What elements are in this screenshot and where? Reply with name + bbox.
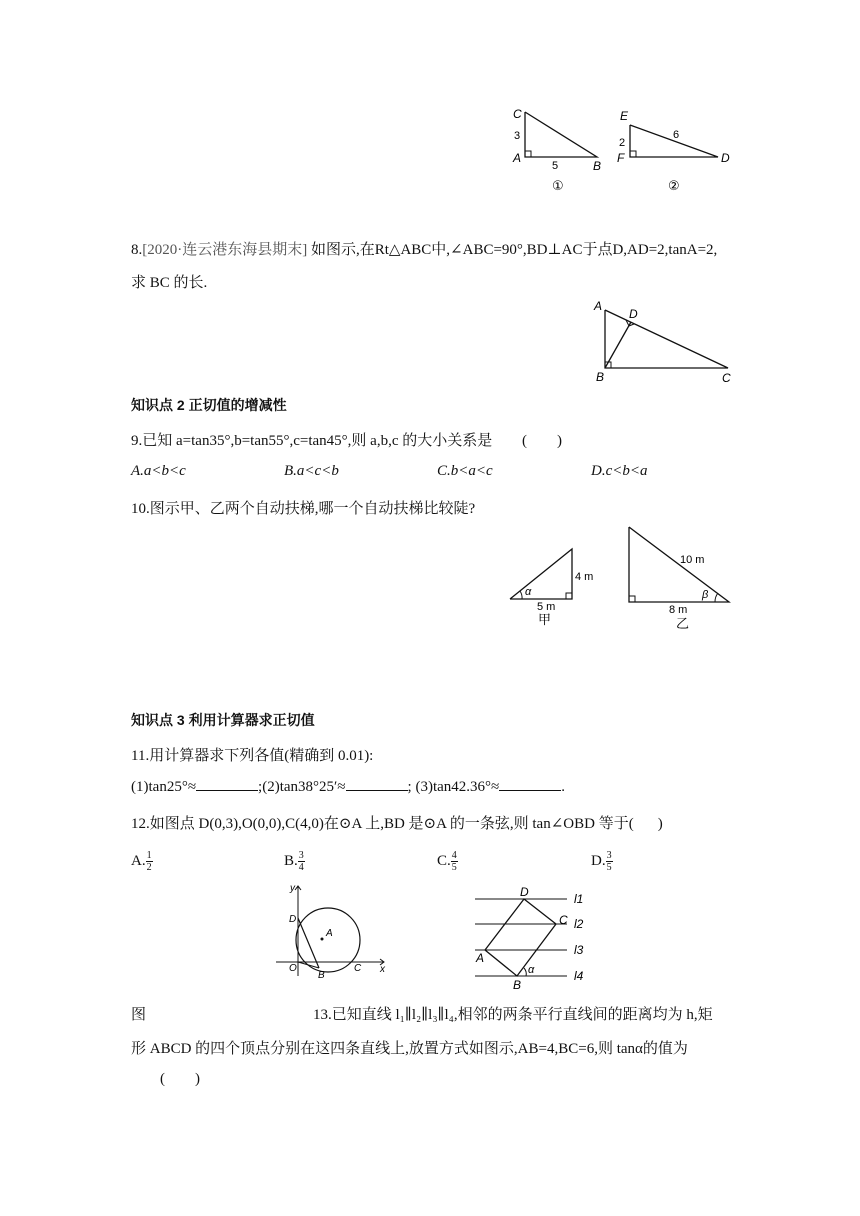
figure-q8 — [588, 296, 738, 388]
label-A: A — [326, 928, 333, 939]
line-l3: l3 — [574, 943, 584, 957]
q12-option-b-prefix: B. — [284, 852, 298, 869]
question-13-paren: ( ) — [160, 1071, 200, 1087]
q11-part1: (1)tan25°≈ — [131, 779, 197, 795]
label-C: C — [513, 107, 522, 121]
line-l2: l2 — [574, 917, 584, 931]
label-A: A — [594, 299, 603, 313]
height-4m: 4 m — [575, 571, 594, 583]
q12-option-d-prefix: D. — [591, 852, 606, 869]
base-5m: 5 m — [537, 601, 556, 613]
side-2: 2 — [619, 137, 626, 149]
numerator: 4 — [451, 850, 457, 861]
label-C: C — [559, 913, 568, 927]
label-F: F — [617, 151, 625, 165]
side-6: 6 — [673, 129, 680, 141]
section-heading-2: 知识点 2 正切值的增减性 — [131, 397, 287, 413]
q8-text: 如图示,在Rt△ABC中,∠ABC=90°,BD⊥AC于点D,AD=2,tanA=2, — [311, 242, 718, 258]
escalator-yi — [629, 527, 729, 631]
side-5: 5 — [552, 160, 559, 172]
question-12 — [131, 812, 663, 833]
section-heading-3: 知识点 3 利用计算器求正切值 — [131, 712, 315, 728]
q11-end: . — [561, 779, 566, 795]
caption-2: ② — [668, 178, 680, 193]
q9-text: 9.已知 a=tan35°,b=tan55°,c=tan45°,则 a,b,c 的大小关系是 — [131, 433, 493, 449]
angle-alpha: α — [528, 964, 535, 976]
figure-caption-tu: 图 — [131, 1007, 147, 1023]
axis-x: x — [380, 964, 385, 975]
label-D: D — [520, 885, 529, 899]
line-l4: l4 — [574, 969, 584, 983]
question-8-line1 — [131, 238, 717, 259]
numerator: 3 — [298, 850, 304, 861]
q12-close: ) — [657, 816, 663, 832]
figure-q7 — [505, 100, 745, 195]
q12-option-d[interactable] — [591, 850, 613, 873]
question-9 — [131, 429, 562, 450]
figure-q12 — [272, 880, 392, 980]
question-13-line1: 13.已知直线 l₁∥l₂∥l₃∥l₄,相邻的两条平行直线间的距离均为 h,矩 — [313, 1007, 713, 1023]
q11-blank-2[interactable] — [346, 778, 408, 791]
q11-part2: ;(2)tan38°25′≈ — [258, 779, 346, 795]
q12-option-c-prefix: C. — [437, 852, 451, 869]
label-D: D — [289, 914, 297, 925]
q12-text: 12.如图点 D(0,3),O(0,0),C(4,0)在⊙A 上,BD 是⊙A 的一条弦,则 tan∠OBD 等于( — [131, 816, 634, 832]
denominator: 4 — [298, 862, 304, 873]
label-B: B — [318, 970, 325, 980]
label-B: B — [596, 370, 605, 384]
q9-option-c[interactable]: C.b<a<c — [437, 463, 493, 479]
label-O: O — [289, 963, 297, 974]
q12-option-c-fraction — [451, 850, 458, 873]
q9-option-d[interactable]: D.c<b<a — [591, 463, 648, 479]
triangle-2 — [617, 109, 730, 193]
q11-blank-1[interactable] — [196, 778, 258, 791]
question-11: 11.用计算器求下列各值(精确到 0.01): — [131, 748, 374, 764]
axis-y: y — [290, 883, 295, 894]
question-11-parts — [131, 778, 565, 796]
question-13-line2: 形 ABCD 的四个顶点分别在这四条直线上,放置方式如图示,AB=4,BC=6,则 tanα的值为 — [131, 1041, 688, 1057]
q11-blank-3[interactable] — [499, 778, 561, 791]
label-E: E — [620, 109, 629, 123]
question-10: 10.图示甲、乙两个自动扶梯,哪一个自动扶梯比较陡? — [131, 501, 476, 517]
caption-yi: 乙 — [676, 616, 690, 631]
q12-option-b[interactable] — [284, 850, 305, 873]
denominator: 5 — [451, 862, 457, 873]
denominator: 5 — [606, 862, 612, 873]
center-point — [321, 938, 324, 941]
label-D: D — [629, 307, 638, 321]
label-C: C — [722, 371, 731, 385]
label-C: C — [354, 963, 362, 974]
caption-1: ① — [552, 178, 564, 193]
q12-option-d-fraction — [606, 850, 613, 873]
figure-q10 — [500, 520, 750, 635]
figure-q13 — [470, 882, 600, 992]
line-l1: l1 — [574, 892, 584, 906]
q8-source: [2020·连云港东海县期末] — [142, 242, 308, 258]
q12-option-b-fraction — [298, 850, 305, 873]
question-8-line2: 求 BC 的长. — [131, 275, 208, 291]
q9-option-a[interactable]: A.a<b<c — [131, 463, 186, 479]
q9-paren: ( ) — [521, 433, 562, 449]
hyp-10m: 10 m — [680, 554, 705, 566]
q8-number: 8. — [131, 242, 143, 258]
numerator: 1 — [146, 850, 152, 861]
q12-option-a[interactable] — [131, 850, 153, 873]
q12-option-c[interactable] — [437, 850, 458, 873]
side-3: 3 — [514, 130, 521, 142]
label-A: A — [476, 951, 485, 965]
label-D: D — [721, 151, 730, 165]
q9-option-b[interactable]: B.a<c<b — [284, 463, 339, 479]
caption-jia: 甲 — [538, 612, 552, 627]
angle-alpha: α — [525, 586, 532, 598]
triangle-1 — [512, 107, 601, 193]
q12-option-a-fraction — [146, 850, 153, 873]
label-B: B — [593, 159, 602, 173]
label-A: A — [513, 151, 522, 165]
angle-beta: β — [702, 589, 709, 601]
q12-option-a-prefix: A. — [131, 852, 146, 869]
label-B: B — [513, 978, 522, 992]
q11-part3: ; (3)tan42.36°≈ — [407, 779, 500, 795]
base-8m: 8 m — [669, 604, 688, 616]
escalator-jia — [510, 549, 593, 627]
denominator: 2 — [146, 862, 152, 873]
numerator: 3 — [606, 850, 612, 861]
